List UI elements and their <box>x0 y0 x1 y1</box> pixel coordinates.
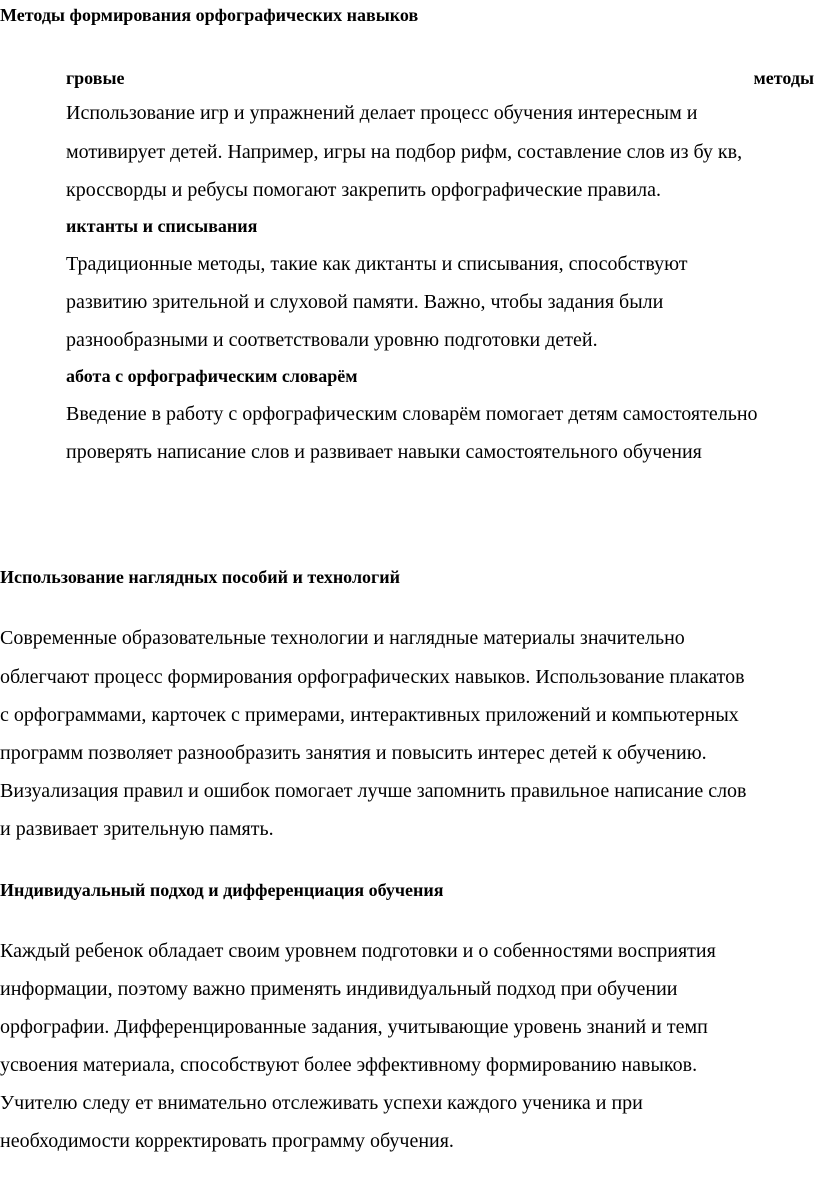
paragraph-line: орфографии. Дифференцированные задания, учитывающие уровень знаний и темп <box>0 1016 708 1038</box>
paragraph-line: и развивает зрительную память. <box>0 818 274 840</box>
paragraph-line: облегчают процесс формирования орфографических навыков. Использование плакатов <box>0 666 745 688</box>
document-title: Методы формирования орфографических навыков <box>0 5 419 25</box>
section-heading-individual-approach: Индивидуальный подход и дифференциация обучения <box>0 880 444 900</box>
paragraph-line: с орфограммами, карточек с примерами, интерактивных приложений и компьютерных <box>0 704 739 726</box>
section-heading-games-left: гровые <box>66 68 125 88</box>
paragraph-line: информации, поэтому важно применять индивидуальный подход при обучении <box>0 978 678 1000</box>
paragraph-line: Введение в работу с орфографическим словарём помогает детям самостоятельно <box>66 403 758 425</box>
section-heading-dictations: иктанты и списывания <box>66 216 258 236</box>
section-heading-games <box>66 66 814 90</box>
paragraph-line: проверять написание слов и развивает навыки самостоятельного обучения <box>66 441 702 463</box>
paragraph-line: Учителю следу ет внимательно отслеживать успехи каждого ученика и при <box>0 1092 643 1114</box>
section-heading-games-right: методы <box>753 68 814 88</box>
paragraph-line: программ позволяет разнообразить занятия и повысить интерес детей к обучению. <box>0 742 707 764</box>
paragraph-line: мотивирует детей. Например, игры на подбор рифм, составление слов из бу кв, <box>66 141 743 163</box>
paragraph-line: разнообразными и соответствовали уровню подготовки детей. <box>66 329 598 351</box>
paragraph-line: Каждый ребенок обладает своим уровнем подготовки и о собенностями восприятия <box>0 940 716 962</box>
paragraph-line: развитию зрительной и слуховой памяти. Важно, чтобы задания были <box>66 291 664 313</box>
paragraph-line: кроссворды и ребусы помогают закрепить орфографические правила. <box>66 179 661 201</box>
paragraph-line: необходимости корректировать программу обучения. <box>0 1130 454 1152</box>
paragraph-line: Традиционные методы, такие как диктанты и списывания, способствуют <box>66 253 688 275</box>
paragraph-line: Современные образовательные технологии и наглядные материалы значительно <box>0 627 685 649</box>
paragraph-line: Использование игр и упражнений делает процесс обучения интересным и <box>66 102 698 124</box>
paragraph-line: усвоения материала, способствуют более эффективному формированию навыков. <box>0 1054 698 1076</box>
section-heading-visual-aids: Использование наглядных пособий и технологий <box>0 567 400 587</box>
paragraph-line: Визуализация правил и ошибок помогает лучше запомнить правильное написание слов <box>0 780 747 802</box>
section-heading-dictionary: абота с орфографическим словарём <box>66 366 358 386</box>
